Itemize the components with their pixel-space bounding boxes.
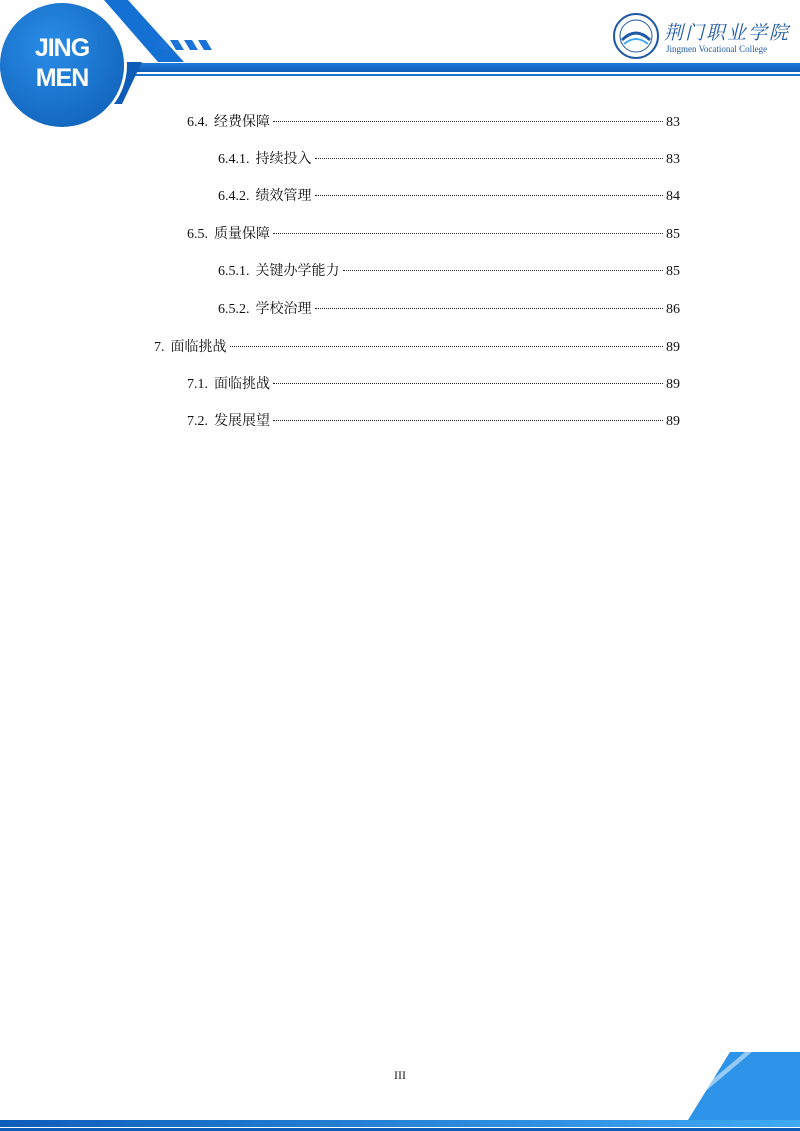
toc-number: 7. <box>154 340 165 355</box>
toc-entry[interactable] <box>187 112 680 132</box>
footer-decoration <box>0 1050 800 1131</box>
toc-page: 85 <box>666 264 680 279</box>
toc-leader <box>230 346 664 347</box>
toc-number: 6.4. <box>187 115 208 130</box>
page-number: III <box>394 1068 406 1082</box>
toc-entry[interactable] <box>187 411 680 431</box>
toc-leader <box>315 158 664 159</box>
badge-line-1: JING <box>34 34 90 62</box>
college-name-cn: 荆门职业学院 <box>664 22 791 44</box>
toc-leader <box>343 270 664 271</box>
badge-line-2: MEN <box>35 64 89 92</box>
toc-page: 86 <box>666 302 680 317</box>
toc-title: 质量保障 <box>214 226 270 242</box>
toc-entry[interactable] <box>218 261 680 281</box>
toc-number: 6.4.1. <box>218 152 250 167</box>
toc-title: 绩效管理 <box>255 188 312 204</box>
toc-page: 83 <box>666 152 680 167</box>
toc-page: 89 <box>666 414 680 429</box>
toc-number: 6.5.2. <box>218 302 250 317</box>
toc-leader <box>273 383 663 384</box>
toc-title: 发展展望 <box>214 413 270 429</box>
toc-number: 6.5. <box>187 227 208 242</box>
toc-leader <box>315 195 664 196</box>
toc-title: 面临挑战 <box>214 376 270 392</box>
toc-page: 89 <box>666 377 680 392</box>
college-seal-icon <box>612 12 660 60</box>
college-name-en: Jingmen Vocational College <box>666 44 768 54</box>
toc-leader <box>273 121 663 122</box>
toc-title: 学校治理 <box>255 301 312 317</box>
toc-page: 89 <box>666 340 680 355</box>
toc-entry[interactable] <box>218 186 680 206</box>
toc-number: 6.4.2. <box>218 189 250 204</box>
toc-title: 关键办学能力 <box>255 263 340 279</box>
toc-number: 7.1. <box>187 377 208 392</box>
toc-number: 6.5.1. <box>218 264 250 279</box>
toc-title: 面临挑战 <box>170 339 227 355</box>
toc-entry[interactable] <box>187 374 680 394</box>
toc-number: 7.2. <box>187 414 208 429</box>
toc-title: 经费保障 <box>214 114 270 130</box>
toc-entry[interactable] <box>187 224 680 244</box>
toc-page: 83 <box>666 115 680 130</box>
toc-entry[interactable] <box>218 299 680 319</box>
toc-entry[interactable] <box>154 337 680 357</box>
toc-leader <box>273 233 663 234</box>
toc-title: 持续投入 <box>255 151 312 167</box>
toc-page: 84 <box>666 189 680 204</box>
jingmen-badge <box>0 3 124 127</box>
toc-page: 85 <box>666 227 680 242</box>
toc-leader <box>273 420 663 421</box>
toc-entry[interactable] <box>218 149 680 169</box>
toc-leader <box>315 308 664 309</box>
